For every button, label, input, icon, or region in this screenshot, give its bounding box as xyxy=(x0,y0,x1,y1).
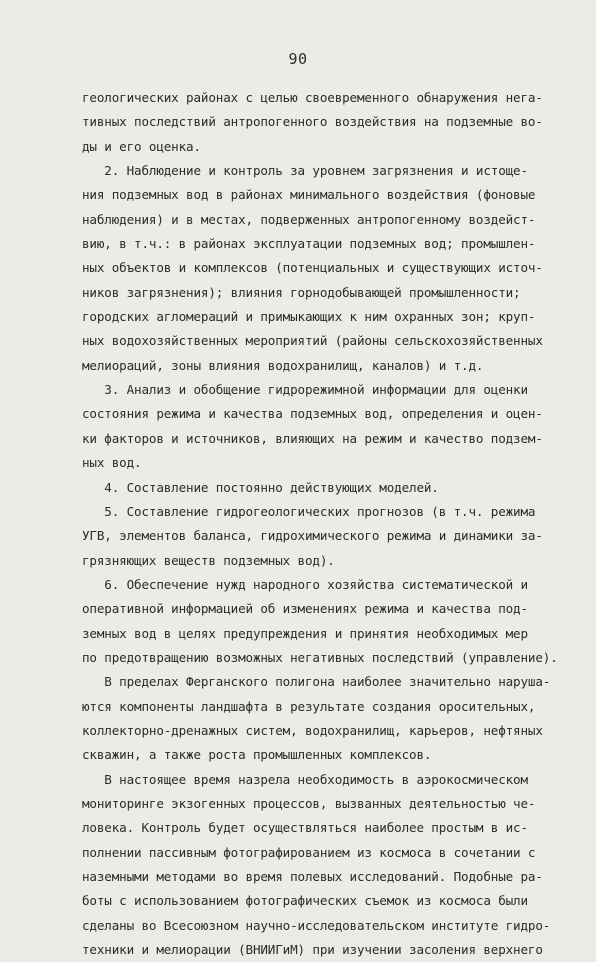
text-line: городских агломераций и примыкающих к ним охранных зон; круп- xyxy=(82,309,536,325)
text-line: скважин, а также роста промышленных комплексов. xyxy=(82,747,432,763)
text-line: по предотвращению возможных негативных последствий (управление). xyxy=(82,649,558,665)
text-line: ловека. Контроль будет осуществляться наиболее простым в ис- xyxy=(82,820,528,836)
text-line: коллекторно-дренажных систем, водохранилищ, карьеров, нефтяных xyxy=(82,722,543,738)
page-number: 90 xyxy=(288,50,308,68)
text-line: 5. Составление гидрогеологических прогнозов (в т.ч. режима xyxy=(82,503,536,519)
text-line: ных объектов и комплексов (потенциальных и существующих источ- xyxy=(82,260,543,276)
text-line: техники и мелиорации (ВНИИГиМ) при изучении засоления верхнего xyxy=(82,942,543,958)
text-line: ных вод. xyxy=(82,455,142,471)
text-line: мелиораций, зоны влияния водохранилищ, каналов) и т.д. xyxy=(82,357,484,373)
text-line: оперативной информацией об изменениях режима и качества под- xyxy=(82,601,528,617)
text-line: ды и его оценка. xyxy=(82,138,201,154)
text-line: ки факторов и источников, влияющих на режим и качество подзем- xyxy=(82,430,543,446)
text-line: УГВ, элементов баланса, гидрохимического режима и динамики за- xyxy=(82,528,543,544)
text-line: геологических районах с целью своевременного обнаружения нега- xyxy=(82,90,543,105)
text-line: земных вод в целях предупреждения и принятия необходимых мер xyxy=(82,625,528,641)
text-line: ников загрязнения); влияния горнодобывающей промышленности; xyxy=(82,284,521,300)
text-line: ются компоненты ландшафта в результате создания оросительных, xyxy=(82,698,536,714)
text-line: наземными методами во время полевых исследований. Подобные ра- xyxy=(82,869,543,884)
text-line: состояния режима и качества подземных вод, определения и оцен- xyxy=(82,406,543,422)
text-line: 4. Составление постоянно действующих моделей. xyxy=(82,479,439,495)
text-line: 3. Анализ и обобщение гидрорежимной информации для оценки xyxy=(82,382,528,398)
text-line: вию, в т.ч.: в районах эксплуатации подземных вод; промышлен- xyxy=(82,236,536,252)
text-line: полнении пассивным фотографированием из космоса в сочетании с xyxy=(82,844,536,860)
text-line: мониторинге экзогенных процессов, вызванных деятельностью че- xyxy=(82,795,536,811)
text-line: 6. Обеспечение нужд народного хозяйства систематической и xyxy=(82,576,528,592)
text-line: ных водохозяйственных мероприятий (районы сельскохозяйственных xyxy=(82,333,543,349)
text-line: грязняющих веществ подземных вод). xyxy=(82,552,335,568)
text-line: 2. Наблюдение и контроль за уровнем загрязнения и истоще- xyxy=(82,163,528,179)
text-line: ния подземных вод в районах минимального воздействия (фоновые xyxy=(82,187,536,203)
text-line: В настоящее время назрела необходимость в аэрокосмическом xyxy=(82,771,528,787)
text-line: боты с использованием фотографических съемок из космоса были xyxy=(82,893,528,909)
text-line: В пределах Ферганского полигона наиболее значительно наруша- xyxy=(82,674,551,690)
text-line: тивных последствий антропогенного воздействия на подземные во- xyxy=(82,114,543,130)
text-line: сделаны во Всесоюзном научно-исследовательском институте гидро- xyxy=(82,917,551,933)
text-line: наблюдения) и в местах, подверженных антропогенному воздейст- xyxy=(82,211,536,227)
document-body xyxy=(82,86,564,962)
